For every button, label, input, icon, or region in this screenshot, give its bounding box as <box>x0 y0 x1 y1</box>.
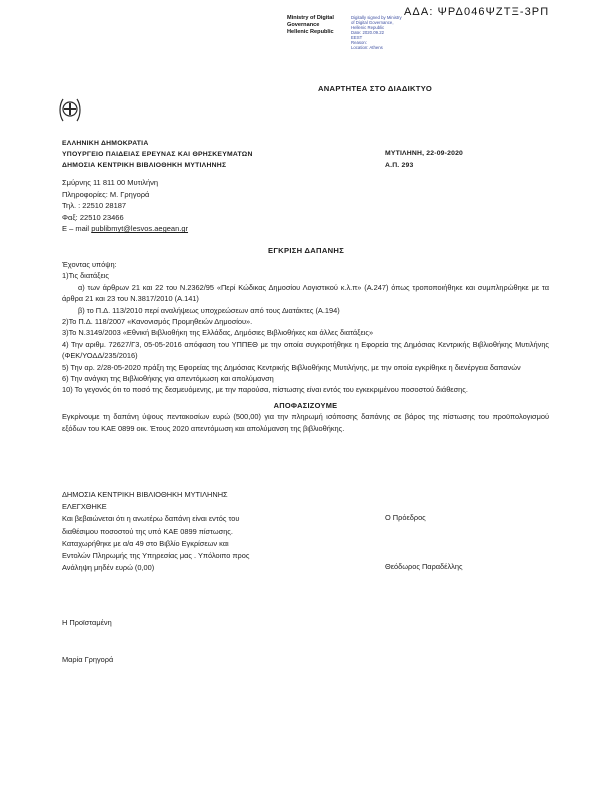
issuer-line-ministry: ΥΠΟΥΡΓΕΙΟ ΠΑΙΔΕΙΑΣ ΕΡΕΥΝΑΣ ΚΑΙ ΘΡΗΣΚΕΥΜΑΤΩΝ <box>62 151 253 158</box>
basis-item-1: 1)Τις διατάξεις <box>62 271 109 281</box>
basis-item-1b: β) το Π.Δ. 113/2010 περί αναλήψεως υποχρεώσεων από τους Διατάκτες (Α.194) <box>78 305 340 315</box>
basis-item-4: 4) Την αριθμ. 72627/Γ3, 05-05-2016 απόφαση του ΥΠΠΕΘ με την οποία συγκροτήθηκε η Εφορεία της Δημόσιας Κεντρικής Βιβλιοθήκης Μυτιλήνης (ΦΕΚ/ΥΟΔΔ/235/2016) <box>62 339 549 361</box>
fax-line: Φαξ: 22510 23466 <box>62 212 124 222</box>
basis-item-5: 5) Την αρ. 2/28-05-2020 πράξη της Εφορείας της Δημόσιας Κεντρικής Βιβλιοθήκης Μυτιλήνης, με την οποία εγκρίθηκε η διενέργεια δαπανών <box>62 362 521 372</box>
contact-block <box>62 177 188 235</box>
certification-line: διαθέσιμου ποσοστού της υπό ΚΑΕ 0899 πίστωσης. <box>62 526 233 536</box>
signer-ministry-name: Ministry of Digital Governance Hellenic Republic <box>287 15 334 35</box>
having-regard-intro: Έχοντας υπόψη: <box>62 260 117 269</box>
email-link[interactable]: publibmyt@lesvos.aegean.gr <box>91 224 189 234</box>
address-line: Σμύρνης 11 811 00 Μυτιλήνη <box>62 178 159 187</box>
basis-item-10: 10) Το γεγονός ότι το ποσό της δεσμευόμενης, με την παρούσα, πίστωσης είναι εντός του εγκεκριμένου ποσοστού διάθεσης. <box>62 385 468 395</box>
issuer-line-library: ΔΗΜΟΣΙΑ ΚΕΝΤΡΙΚΗ ΒΙΒΛΙΟΘΗΚΗ ΜΥΤΙΛΗΝΗΣ <box>62 162 227 169</box>
phone-line: Τηλ. : 22510 28187 <box>62 201 127 211</box>
basis-item-3: 3)Το Ν.3149/2003 «Εθνική Βιβλιοθήκη της Ελλάδας, Δημόσιες Βιβλιοθήκες και άλλες διατάξεις» <box>62 328 374 338</box>
digital-signature-stamp <box>287 15 421 50</box>
issuer-line-republic: ΕΛΛΗΝΙΚΗ ΔΗΜΟΚΡΑΤΙΑ <box>62 140 149 147</box>
certification-line: Και βεβαιώνεται ότι η ανωτέρω δαπάνη είναι εντός του <box>62 514 240 524</box>
place-date: ΜΥΤΙΛΗΝΗ, 22-09-2020 <box>385 150 464 157</box>
anartitea-label: ΑΝΑΡΤΗΤΕΑ ΣΤΟ ΔΙΑΔΙΚΤΥΟ <box>317 84 433 93</box>
ada-number: ΑΔΑ: ΨΡΔ046ΨΖΤΞ-3ΡΠ <box>404 6 550 18</box>
contact-person-line: Πληροφορίες: Μ. Γρηγορά <box>62 189 150 199</box>
basis-item-1a: α) των άρθρων 21 και 22 του Ν.2362/95 «Περί Κώδικας Δημοσίου Λογιστικού κ.λ.π» (Α.247) όπως τροποποιήθηκε και συμπληρώθηκε με τα άρθρα 21 και 23 του Ν.3817/2010 (Α.141) <box>62 282 549 304</box>
email-label: E – mail <box>62 224 92 234</box>
head-librarian-title: Η Προϊσταμένη <box>62 618 112 627</box>
checked-label: ΕΛΕΓΧΘΗΚΕ <box>62 502 107 512</box>
legal-basis-section <box>62 259 549 434</box>
president-title: Ο Πρόεδρος <box>385 513 426 522</box>
certification-line: Καταχωρήθηκε με α/α 49 στο Βιβλίο Εγκρίσεων και <box>62 538 229 548</box>
decision-heading: ΑΠΟΦΑΣΙΖΟΥΜΕ <box>273 400 338 410</box>
hellenic-emblem-icon <box>57 96 83 124</box>
document-title: ΕΓΚΡΙΣΗ ΔΑΠΑΝΗΣ <box>267 246 345 255</box>
footer-org: ΔΗΜΟΣΙΑ ΚΕΝΤΡΙΚΗ ΒΙΒΛΙΟΘΗΚΗ ΜΥΤΙΛΗΝΗΣ <box>62 490 228 499</box>
place-date-protocol <box>385 148 463 171</box>
issuer-block <box>62 138 253 171</box>
certification-block <box>62 489 249 574</box>
basis-item-6: 6) Την ανάγκη της Βιβλιοθήκης για απεντόμωση και απολύμανση <box>62 374 274 384</box>
email-line <box>62 223 188 235</box>
basis-item-2: 2)Το Π.Δ. 118/2007 «Κανονισμός Προμηθειών Δημοσίου». <box>62 317 253 327</box>
signature-details: Digitally signed by Ministry of Digital Governance, Hellenic Republic Date: 2020.09.22 EEST Reason: Location: Athens <box>351 15 402 50</box>
president-name: Θεόδωρος Παραδέλλης <box>385 562 463 571</box>
certification-line: Ανάληψη μηδέν ευρώ (0,00) <box>62 563 155 573</box>
certification-line: Εντολών Πληρωμής της Υπηρεσίας μας . Υπόλοιπο προς <box>62 551 250 561</box>
head-librarian-name: Μαρία Γρηγορά <box>62 655 114 664</box>
decision-text: Εγκρίνουμε τη δαπάνη ύψους πεντακοσίων ευρώ (500,00) για την πληρωμή ισόποσης δαπάνης σε βάρος της πίστωσης του προϋπολογισμού εξόδων του ΚΑΕ 0899 οικ. Έτους 2020 απεντόμωση και απολύμανση της βιβλιοθήκης. <box>62 412 549 433</box>
protocol-number: Α.Π. 293 <box>385 161 414 169</box>
